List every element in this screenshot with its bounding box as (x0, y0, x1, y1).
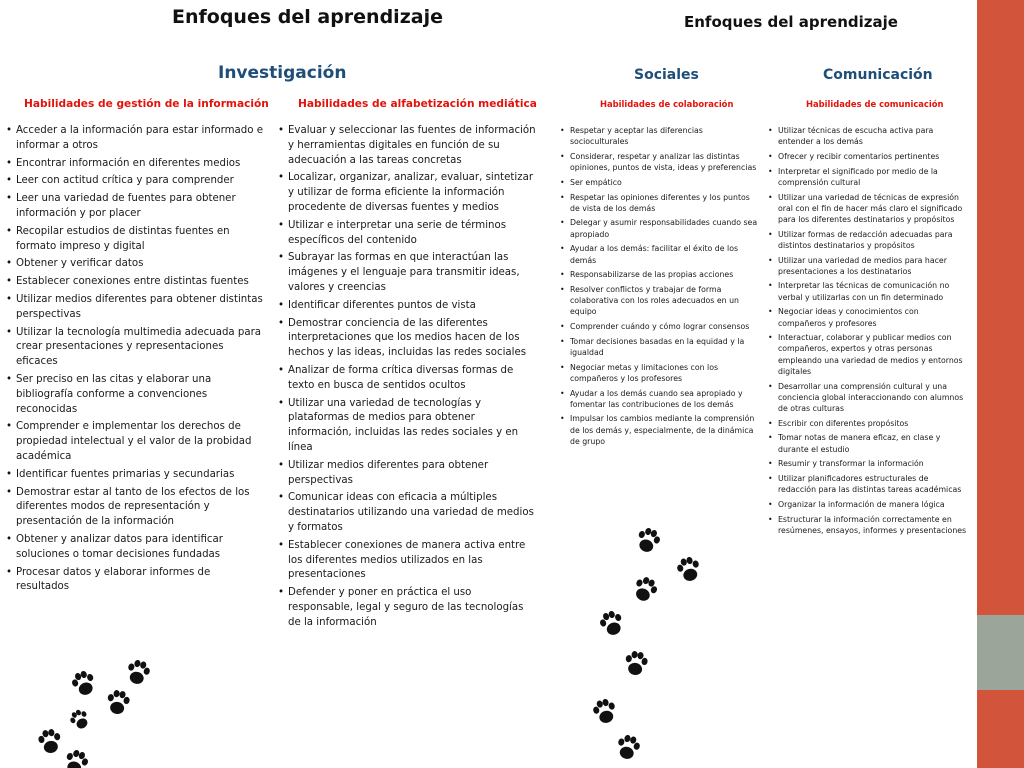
list-item: • Identificar fuentes primarias y secundarias (6, 468, 264, 483)
list-item: • Utilizar la tecnología multimedia adecuada para crear presentaciones y representaciones eficaces (6, 326, 264, 370)
heading-alfabetizacion-mediatica: Habilidades de alfabetización mediática (298, 98, 537, 110)
list-item: • Utilizar planificadores estructurales de redacción para las distintas tareas académicas (768, 473, 968, 495)
list-item: • Leer con actitud crítica y para comprender (6, 174, 264, 189)
list-item: • Utilizar formas de redacción adecuadas para distintos destinatarios y propósitos (768, 229, 968, 251)
list-item: • Defender y poner en práctica el uso responsable, legal y seguro de las tecnologías de la información (278, 586, 536, 630)
list-comunicacion (768, 125, 968, 540)
list-item: • Comprender cuándo y cómo lograr consensos (560, 321, 758, 332)
list-item: • Ayudar a los demás: facilitar el éxito de los demás (560, 243, 758, 265)
list-item: • Encontrar información en diferentes medios (6, 157, 264, 172)
list-item: • Considerar, respetar y analizar las distintas opiniones, puntos de vista, ideas y preferencias (560, 151, 758, 173)
paw-print-icon (630, 574, 660, 605)
list-item: • Comunicar ideas con eficacia a múltiples destinatarios utilizando una variedad de medios y formatos (278, 491, 536, 535)
decorative-side-bar (977, 0, 1024, 768)
section-title-comunicacion: Comunicación (823, 67, 933, 83)
side-bar-gray-block (977, 615, 1024, 690)
list-item: • Negociar ideas y conocimientos con compañeros y profesores (768, 306, 968, 328)
list-item: • Utilizar e interpretar una serie de términos específicos del contenido (278, 219, 536, 249)
list-item: • Comprender e implementar los derechos de propiedad intelectual y el valor de la probidad académica (6, 420, 264, 464)
right-slide-title: Enfoques del aprendizaje (684, 13, 898, 31)
list-item: • Demostrar estar al tanto de los efectos de los diferentes modos de representación y presentación de la información (6, 486, 264, 530)
list-item: • Responsabilizarse de las propias acciones (560, 269, 758, 280)
list-item: • Resolver conflictos y trabajar de forma colaborativa con los roles adecuados en un equipo (560, 284, 758, 318)
paw-print-icon (597, 608, 626, 638)
list-item: • Leer una variedad de fuentes para obtener información y por placer (6, 192, 264, 222)
list-item: • Delegar y asumir responsabilidades cuando sea apropiado (560, 217, 758, 239)
list-item: • Tomar notas de manera eficaz, en clase y durante el estudio (768, 432, 968, 454)
list-colaboracion (560, 125, 758, 451)
list-alfabetizacion-mediatica (278, 124, 536, 634)
paw-print-icon (675, 555, 702, 583)
list-item: • Impulsar los cambios mediante la comprensión de los demás y, especialmente, de la dinámica de grupo (560, 413, 758, 447)
paw-print-icon (591, 697, 618, 725)
left-slide-title: Enfoques del aprendizaje (172, 6, 443, 28)
paw-print-icon (615, 733, 642, 761)
list-item: • Resumir y transformar la información (768, 458, 968, 469)
list-item: • Negociar metas y limitaciones con los compañeros y los profesores (560, 362, 758, 384)
list-item: • Estructurar la información correctamente en resúmenes, ensayos, informes y presentaciones (768, 514, 968, 536)
list-item: • Tomar decisiones basadas en la equidad y la igualdad (560, 336, 758, 358)
paw-print-icon (67, 707, 92, 732)
section-title-investigacion: Investigación (218, 63, 347, 83)
list-item: • Desarrollar una comprensión cultural y una conciencia global interaccionando con alumnos de otras culturas (768, 381, 968, 415)
list-item: • Respetar y aceptar las diferencias socioculturales (560, 125, 758, 147)
list-item: • Establecer conexiones de manera activa entre los diferentes medios utilizados en las presentaciones (278, 539, 536, 583)
paw-print-icon (62, 747, 91, 768)
list-item: • Ser empático (560, 177, 758, 188)
paw-print-icon (634, 525, 663, 555)
heading-colaboracion: Habilidades de colaboración (600, 99, 734, 109)
list-item: • Utilizar técnicas de escucha activa para entender a los demás (768, 125, 968, 147)
list-item: • Utilizar una variedad de medios para hacer presentaciones a los destinatarios (768, 255, 968, 277)
list-item: • Utilizar una variedad de técnicas de expresión oral con el fin de hacer más claro el significado para los diferentes destinatarios y propósitos (768, 192, 968, 226)
list-item: • Utilizar una variedad de tecnologías y plataformas de medios para obtener información, incluidas las redes sociales y en línea (278, 397, 536, 456)
list-item: • Utilizar medios diferentes para obtener distintas perspectivas (6, 293, 264, 323)
list-item: • Utilizar medios diferentes para obtener perspectivas (278, 459, 536, 489)
list-item: • Ser preciso en las citas y elaborar una bibliografía conforme a convenciones reconocidas (6, 373, 264, 417)
list-item: • Obtener y verificar datos (6, 257, 264, 272)
list-item: • Subrayar las formas en que interactúan las imágenes y el lenguaje para transmitir ideas, valores y creencias (278, 251, 536, 295)
list-item: • Localizar, organizar, analizar, evaluar, sintetizar y utilizar de forma eficiente la información procedente de diversas fuentes y medios (278, 171, 536, 215)
list-item: • Obtener y analizar datos para identificar soluciones o tomar decisiones fundadas (6, 533, 264, 563)
list-item: • Evaluar y seleccionar las fuentes de información y herramientas digitales en función de su adecuación a las tareas concretas (278, 124, 536, 168)
list-item: • Identificar diferentes puntos de vista (278, 299, 536, 314)
heading-comunicacion: Habilidades de comunicación (806, 99, 944, 109)
list-item: • Interpretar las técnicas de comunicación no verbal y utilizarlas con un fin determinado (768, 280, 968, 302)
list-item: • Escribir con diferentes propósitos (768, 418, 968, 429)
paw-print-icon (37, 728, 63, 755)
list-item: • Establecer conexiones entre distintas fuentes (6, 275, 264, 290)
list-item: • Organizar la información de manera lógica (768, 499, 968, 510)
list-item: • Recopilar estudios de distintas fuentes en formato impreso y digital (6, 225, 264, 255)
list-item: • Analizar de forma crítica diversas formas de texto en busca de sentidos ocultos (278, 364, 536, 394)
paw-print-icon (105, 689, 131, 716)
paw-print-icon (125, 658, 152, 686)
list-item: • Acceder a la información para estar informado e informar a otros (6, 124, 264, 154)
paw-print-icon (623, 650, 649, 677)
list-item: • Ofrecer y recibir comentarios pertinentes (768, 151, 968, 162)
paw-print-icon (69, 668, 98, 698)
section-title-sociales: Sociales (634, 67, 699, 83)
list-item: • Ayudar a los demás cuando sea apropiado y fomentar las contribuciones de los demás (560, 388, 758, 410)
list-item: • Procesar datos y elaborar informes de resultados (6, 566, 264, 596)
list-item: • Demostrar conciencia de las diferentes interpretaciones que los medios hacen de los hechos y las ideas, incluidas las redes sociales (278, 317, 536, 361)
list-item: • Respetar las opiniones diferentes y los puntos de vista de los demás (560, 192, 758, 214)
heading-gestion-informacion: Habilidades de gestión de la información (24, 98, 269, 110)
list-item: • Interpretar el significado por medio de la comprensión cultural (768, 166, 968, 188)
list-item: • Interactuar, colaborar y publicar medios con compañeros, expertos y otras personas empleando una variedad de medios y entornos digitales (768, 332, 968, 377)
list-gestion-informacion (6, 124, 264, 598)
